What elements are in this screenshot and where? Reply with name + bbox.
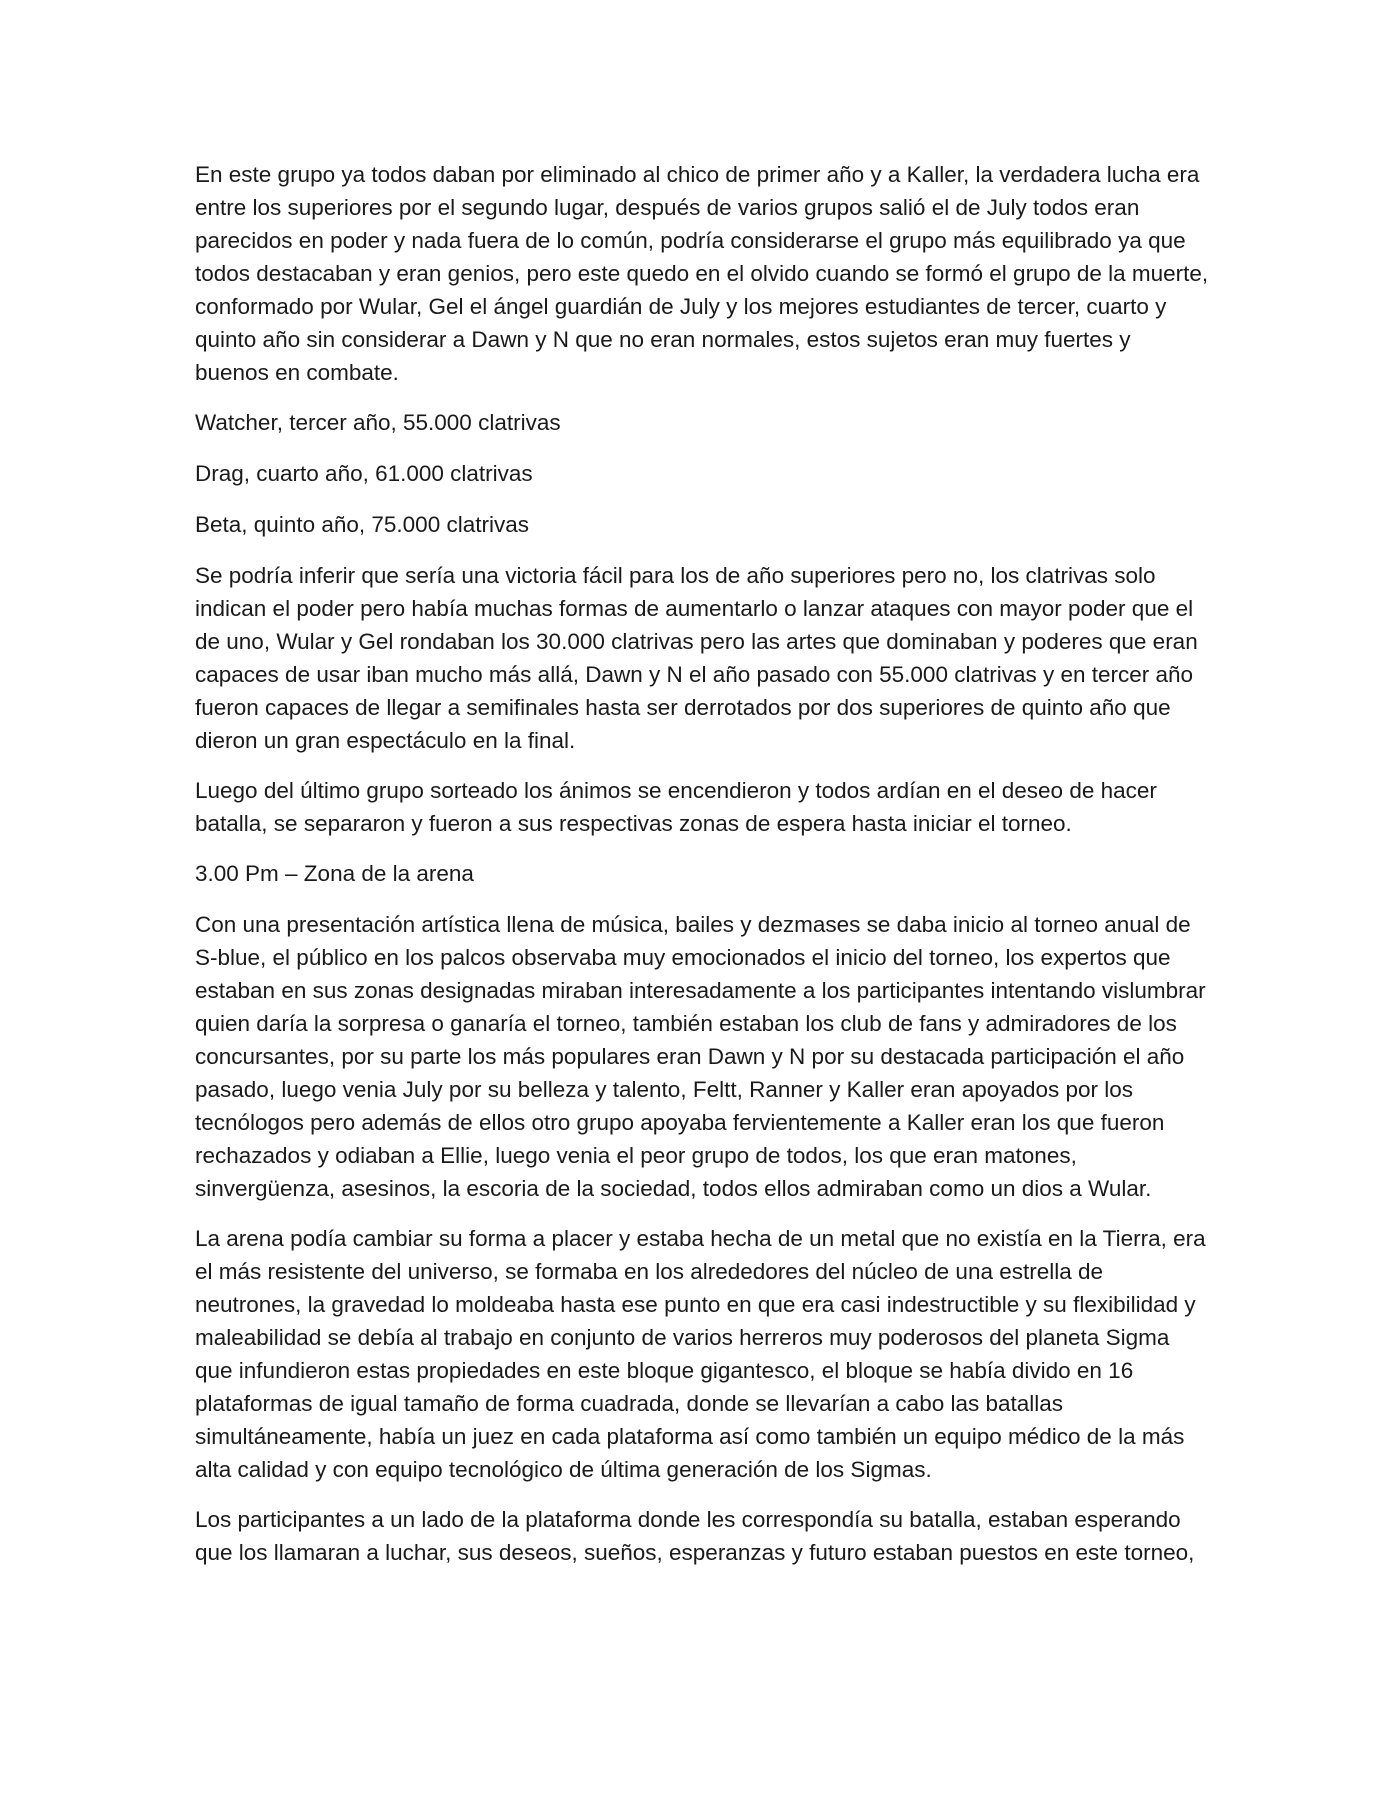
- stat-line-watcher: Watcher, tercer año, 55.000 clatrivas: [195, 410, 561, 435]
- scene-heading: 3.00 Pm – Zona de la arena: [195, 861, 474, 886]
- paragraph-group-of-death: En este grupo ya todos daban por eliminado al chico de primer año y a Kaller, la verdadera lucha era entre los superiores por el segundo lugar, después de varios grupos salió el de July todos eran parecidos en poder y nada fuera de lo común, podría considerarse el grupo más equilibrado ya que todos destacaban y eran genios, pero este quedo en el olvido cuando se formó el grupo de la muerte, conformado por Wular, Gel el ángel guardián de July y los mejores estudiantes de tercer, cuarto y quinto año sin considerar a Dawn y N que no eran normales, estos sujetos eran muy fuertes y buenos en combate.: [195, 162, 1209, 385]
- paragraph-participants: Los participantes a un lado de la plataforma donde les correspondía su batalla, estaban esperando que los llamaran a luchar, sus deseos, sueños, esperanzas y futuro estaban puestos en este torneo,: [195, 1507, 1195, 1565]
- stat-line-drag: Drag, cuarto año, 61.000 clatrivas: [195, 461, 533, 486]
- stat-line-beta: Beta, quinto año, 75.000 clatrivas: [195, 512, 529, 537]
- paragraph-arena: La arena podía cambiar su forma a placer y estaba hecha de un metal que no existía en la Tierra, era el más resistente del universo, se formaba en los alrededores del núcleo de una estrella de neutrones, la gravedad lo moldeaba hasta ese punto en que era casi indestructible y su flexibilidad y maleabilidad se debía al trabajo en conjunto de varios herreros muy poderosos del planeta Sigma que infundieron estas propiedades en este bloque gigantesco, el bloque se había divido en 16 plataformas de igual tamaño de forma cuadrada, donde se llevarían a cabo las batallas simultáneamente, había un juez en cada plataforma así como también un equipo médico de la más alta calidad y con equipo tecnológico de última generación de los Sigmas.: [195, 1226, 1206, 1482]
- paragraph-presentation: Con una presentación artística llena de música, bailes y dezmases se daba inicio al torneo anual de S-blue, el público en los palcos observaba muy emocionados el inicio del torneo, los expertos que estaban en sus zonas designadas miraban interesadamente a los participantes intentando vislumbrar quien daría la sorpresa o ganaría el torneo, también estaban los club de fans y admiradores de los concursantes, por su parte los más populares eran Dawn y N por su destacada participación el año pasado, luego venia July por su belleza y talento, Feltt, Ranner y Kaller eran apoyados por los tecnólogos pero además de ellos otro grupo apoyaba fervientemente a Kaller eran los que fueron rechazados y odiaban a Ellie, luego venia el peor grupo de todos, los que eran matones, sinvergüenza, asesinos, la escoria de la sociedad, todos ellos admiraban como un dios a Wular.: [195, 912, 1206, 1201]
- paragraph-last-group: Luego del último grupo sorteado los ánimos se encendieron y todos ardían en el deseo de hacer batalla, se separaron y fueron a sus respectivas zonas de espera hasta iniciar el torneo.: [195, 778, 1157, 836]
- document-body: [195, 158, 1210, 1586]
- paragraph-clatrivas: Se podría inferir que sería una victoria fácil para los de año superiores pero no, los clatrivas solo indican el poder pero había muchas formas de aumentarlo o lanzar ataques con mayor poder que el de uno, Wular y Gel rondaban los 30.000 clatrivas pero las artes que dominaban y poderes que eran capaces de usar iban mucho más allá, Dawn y N el año pasado con 55.000 clatrivas y en tercer año fueron capaces de llegar a semifinales hasta ser derrotados por dos superiores de quinto año que dieron un gran espectáculo en la final.: [195, 563, 1198, 753]
